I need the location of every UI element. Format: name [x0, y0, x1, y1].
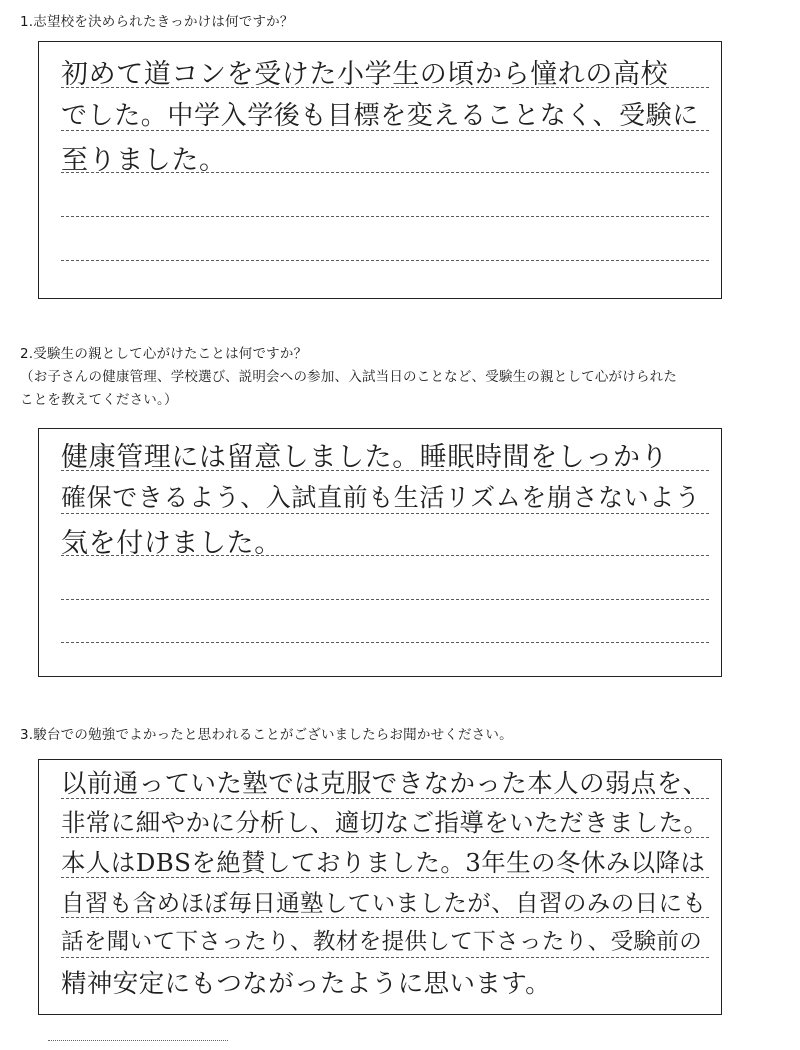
question-3-line-1: 3.駿台での勉強でよかったと思われることがございましたらお聞かせください。 [20, 727, 513, 743]
ruled-line [61, 798, 709, 799]
ruled-line [61, 470, 709, 471]
answer-1-line-3: 至りました。 [61, 145, 227, 176]
answer-3-line-6: 精神安定にもつながったように思います。 [61, 969, 552, 999]
answer-box-1 [38, 41, 722, 299]
ruled-line [61, 957, 709, 958]
answer-box-2 [38, 428, 722, 677]
ruled-line [61, 172, 709, 173]
ruled-line [61, 87, 709, 88]
answer-2-line-1: 健康管理には留意しました。睡眠時間をしっかり [61, 442, 669, 473]
question-1 [20, 11, 294, 34]
question-2-line-3: ことを教えてください。） [20, 392, 178, 408]
answer-box-3 [38, 759, 722, 1015]
answer-3-line-1: 以前通っていた塾では克服できなかった本人の弱点を、 [61, 769, 709, 799]
ruled-line [61, 555, 709, 556]
question-2 [20, 343, 677, 412]
answer-1-line-2: でした。中学入学後も目標を変えることなく、受験に [61, 101, 699, 131]
ruled-line [61, 642, 709, 643]
answer-3-line-2: 非常に細やかに分析し、適切なご指導をいただきました。 [61, 808, 709, 837]
ruled-line [61, 216, 709, 217]
ruled-line [61, 837, 709, 838]
answer-2-line-2: 確保できるよう、入試直前も生活リズムを崩さないよう [61, 483, 701, 512]
answer-3-line-5: 話を聞いて下さったり、教材を提供して下さったり、受験前の [61, 929, 703, 955]
answer-1-line-1: 初めて道コンを受けた小学生の頃から憧れの高校 [61, 59, 669, 90]
answer-3-line-3: 本人はDBSを絶賛しておりました。3年生の冬休み以降は [61, 848, 706, 877]
answer-3-line-4: 自習も含めほぼ毎日通塾していましたが、自習のみの日にも [61, 889, 707, 917]
answer-2-line-3: 気を付けました。 [61, 528, 282, 559]
footer-scrap-mark [48, 1040, 228, 1047]
question-2-line-1: 2.受験生の親として心がけたことは何ですか？ [20, 346, 308, 362]
ruled-line [61, 599, 709, 600]
question-1-line-1: 1.志望校を決められたきっかけは何ですか？ [20, 14, 294, 30]
ruled-line [61, 513, 709, 514]
ruled-line [61, 877, 709, 878]
question-2-line-2: （お子さんの健康管理、学校選び、説明会への参加、入試当日のことなど、受験生の親として心がけられた [20, 369, 678, 385]
ruled-line [61, 130, 709, 131]
ruled-line [61, 260, 709, 261]
question-3 [20, 724, 513, 747]
ruled-line [61, 917, 709, 918]
